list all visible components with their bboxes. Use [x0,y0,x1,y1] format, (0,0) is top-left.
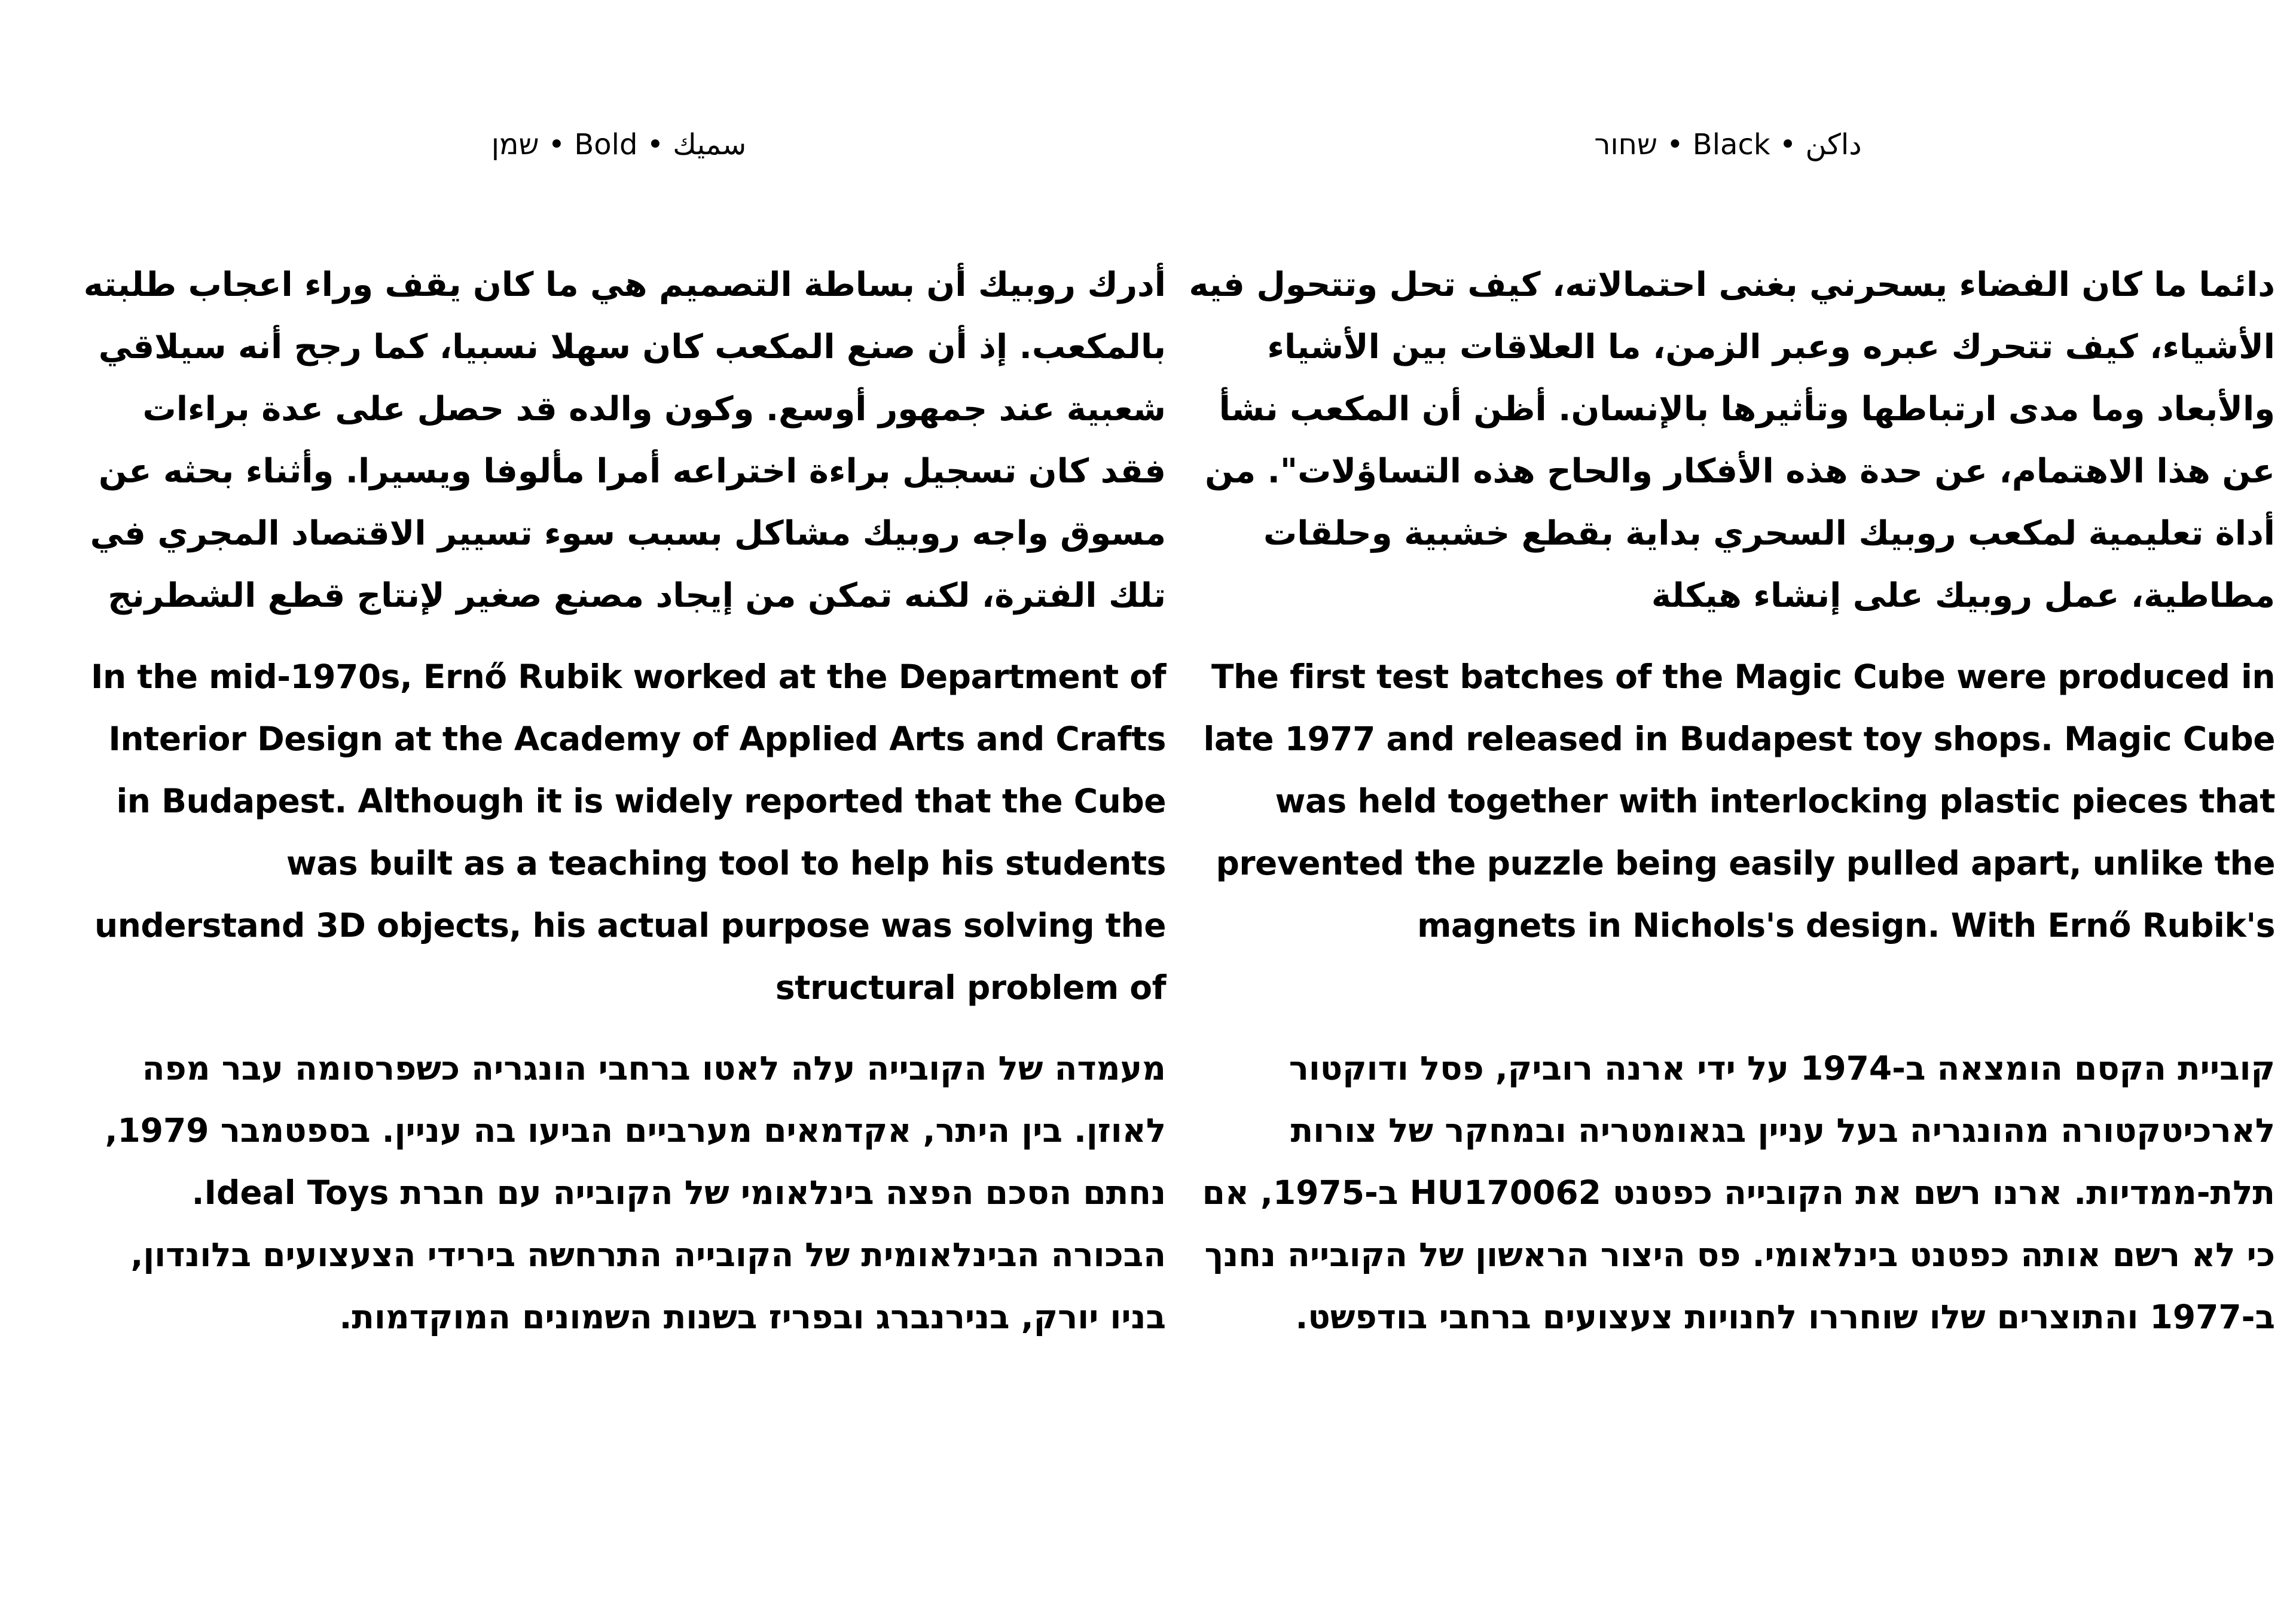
arabic-paragraph: دائما ما كان الفضاء يسحرني بغنى احتمالاته، كيف تحل وتتحول فيه الأشياء، كيف تتحرك عبره وعبر الزمن، ما العلاقات بين الأشياء والأبعاد وما مدى ارتباطها وتأثيرها بالإنسان. أظن أن المكعب نشأ عن هذا الاهتمام، عن حدة هذه الأفكار والحاح هذه التساؤلات". من أداة تعليمية لمكعب روبيك السحري بداية بقطع خشبية وحلقات مطاطية، عمل روبيك على إنشاء هيكلة [1189,265,2275,615]
english-paragraph: In the mid-1970s, Ernő Rubik worked at the Department of Interior Design at the Academy of Applied Arts and Crafts in Budapest. Although it is widely reported that the Cube was built as a teaching tool to help his students understand 3D objects, his actual purpose was solving the structural problem of [91,658,1166,1007]
column-header: שחור • Black • داكن [1594,128,1862,161]
hebrew-paragraph: מעמדה של הקובייה עלה לאטו ברחבי הונגריה כשפרסומה עבר מפה לאוזן. בין היתר, אקדמאים מערביים הביעו בה עניין. בספטמבר 1979, נחתם הסכם הפצה בינלאומי של הקובייה עם חברת Ideal Toys. הבכורה הבינלאומית של הקובייה התרחשה בירידי הצעצועים בלונדון, בניו יורק, בנירנברג ובפריז בשנות השמונים המוקדמות. [105,1049,1166,1336]
column-header: שמן • Bold • سميك [491,128,747,161]
english-paragraph: The first test batches of the Magic Cube were produced in late 1977 and released in Budapest toy shops. Magic Cube was held together with interlocking plastic pieces that prevented the puzzle being easily pulled apart, unlike the magnets in Nichols's design. With Ernő Rubik's [1203,658,2275,945]
hebrew-paragraph: קוביית הקסם הומצאה ב-1974 על ידי ארנה רוביק, פסל ודוקטור לארכיטקטורה מהונגריה בעל עניין בגאומטריה ובמחקר של צורות תלת-ממדיות. ארנו רשם את הקובייה כפטנט HU170062 ב-1975, אם כי לא רשם אותה כפטנט בינלאומי. פס היצור הראשון של הקובייה נחנך ב-1977 והתוצרים שלו שוחררו לחנויות צעצועים ברחבי בודפשט. [1202,1049,2275,1336]
arabic-paragraph: أدرك روبيك أن بساطة التصميم هي ما كان يقف وراء اعجاب طلبته بالمكعب. إذ أن صنع المكعب كان سهلا نسبيا، كما رجح أنه سيلاقي شعبية عند جمهور أوسع. وكون والده قد حصل على عدة براءات فقد كان تسجيل براءة اختراعه أمرا مألوفا ويسيرا. وأثناء بحثه عن مسوق واجه روبيك مشاكل بسبب سوء تسيير الاقتصاد المجري في تلك الفترة، لكنه تمكن من إيجاد مصنع صغير لإنتاج قطع الشطرنج [83,265,1166,615]
